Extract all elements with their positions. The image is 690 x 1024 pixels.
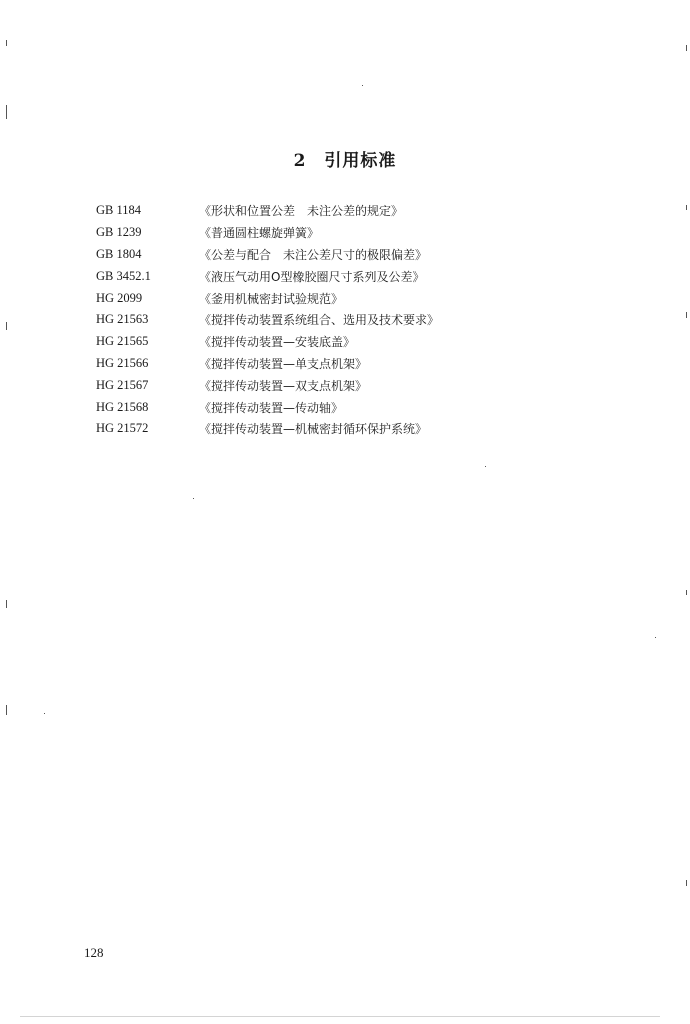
reference-code: GB 1239	[96, 225, 142, 240]
reference-item	[96, 244, 616, 266]
scan-speck	[686, 880, 687, 886]
reference-code: HG 21566	[96, 355, 149, 370]
scan-speck	[6, 105, 7, 119]
scan-speck	[655, 637, 656, 638]
reference-title: 《搅拌传动装置—单支点机架》	[199, 356, 368, 371]
reference-item	[96, 222, 616, 244]
reference-title: 《搅拌传动装置—传动轴》	[199, 400, 344, 415]
scan-speck	[6, 600, 7, 608]
reference-code: HG 21568	[96, 399, 149, 414]
reference-item	[96, 200, 616, 222]
reference-title: 《形状和位置公差 未注公差的规定》	[199, 204, 404, 219]
scan-speck	[686, 590, 687, 595]
reference-title: 《搅拌传动装置—机械密封循环保护系统》	[199, 422, 428, 437]
scan-speck	[686, 205, 687, 210]
reference-item	[96, 287, 616, 309]
reference-title: 《搅拌传动装置—安装底盖》	[199, 335, 356, 350]
scan-speck	[20, 1016, 660, 1017]
reference-title: 《公差与配合 未注公差尺寸的极限偏差》	[199, 247, 428, 262]
page-number: 128	[84, 945, 104, 960]
section-number: 2	[293, 151, 307, 172]
reference-item	[96, 374, 616, 396]
section-heading	[0, 146, 690, 171]
reference-code: HG 21565	[96, 334, 149, 349]
scan-speck	[6, 705, 7, 715]
reference-item	[96, 265, 616, 287]
reference-code: HG 21563	[96, 312, 149, 327]
scan-speck	[193, 498, 194, 499]
reference-title: 《普通圆柱螺旋弹簧》	[199, 226, 320, 241]
reference-code: GB 1184	[96, 203, 142, 218]
scan-speck	[686, 45, 687, 51]
reference-item	[96, 353, 616, 375]
scan-speck	[6, 322, 7, 330]
section-title: 引用标准	[324, 151, 397, 172]
reference-title: 《釜用机械密封试验规范》	[199, 291, 344, 306]
reference-code: HG 21567	[96, 377, 149, 392]
reference-title: 《搅拌传动装置—双支点机架》	[199, 378, 368, 393]
reference-item	[96, 418, 616, 440]
reference-title: 《液压气动用O型橡胶圈尺寸系列及公差》	[199, 269, 425, 284]
scan-speck	[362, 85, 363, 86]
reference-standards-list	[96, 200, 616, 440]
reference-item	[96, 396, 616, 418]
reference-item	[96, 309, 616, 331]
scan-speck	[686, 312, 687, 318]
scan-speck	[44, 713, 45, 714]
reference-code: GB 3452.1	[96, 268, 151, 283]
reference-code: GB 1804	[96, 246, 142, 261]
reference-title: 《搅拌传动装置系统组合、选用及技术要求》	[199, 313, 440, 328]
reference-code: HG 2099	[96, 290, 143, 305]
scan-speck	[485, 466, 486, 467]
scan-speck	[6, 40, 7, 46]
reference-code: HG 21572	[96, 421, 149, 436]
reference-item	[96, 331, 616, 353]
